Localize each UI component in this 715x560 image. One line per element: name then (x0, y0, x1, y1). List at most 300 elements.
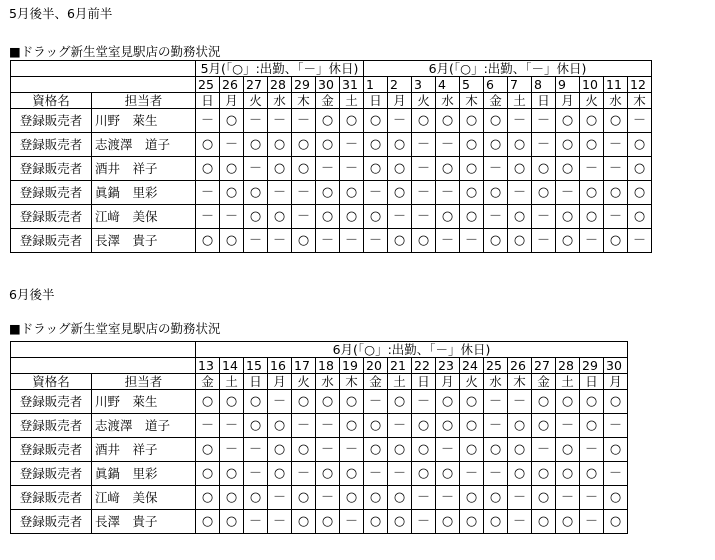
attendance-mark: ○ (556, 205, 580, 229)
attendance-mark: ○ (244, 205, 268, 229)
attendance-mark: － (340, 229, 364, 253)
date-cell: 20 (364, 358, 388, 374)
attendance-mark: ○ (412, 229, 436, 253)
staff-row (11, 390, 628, 414)
attendance-mark: ○ (484, 181, 508, 205)
attendance-mark: － (532, 205, 556, 229)
schedule-table-1 (10, 60, 652, 253)
date-cell: 15 (244, 358, 268, 374)
attendance-mark: － (364, 462, 388, 486)
attendance-mark: － (436, 438, 460, 462)
attendance-mark: － (436, 181, 460, 205)
weekday-cell: 月 (604, 374, 628, 390)
attendance-mark: － (364, 181, 388, 205)
attendance-mark: － (388, 205, 412, 229)
attendance-mark: ○ (292, 229, 316, 253)
attendance-mark: － (340, 510, 364, 534)
attendance-mark: － (244, 438, 268, 462)
attendance-mark: ○ (532, 181, 556, 205)
attendance-mark: ○ (580, 414, 604, 438)
blank-corner-cell (11, 342, 196, 358)
staff-name-cell: 長澤 貴子 (92, 510, 196, 534)
attendance-mark: － (316, 157, 340, 181)
attendance-mark: － (412, 181, 436, 205)
date-cell: 18 (316, 358, 340, 374)
attendance-mark: ○ (292, 510, 316, 534)
weekday-cell: 水 (316, 374, 340, 390)
attendance-mark: ○ (364, 133, 388, 157)
attendance-mark: － (316, 414, 340, 438)
date-row (11, 77, 652, 93)
attendance-mark: － (196, 109, 220, 133)
attendance-mark: － (412, 486, 436, 510)
qualification-header: 資格名 (11, 374, 92, 390)
weekday-cell: 金 (364, 374, 388, 390)
attendance-mark: ○ (532, 414, 556, 438)
weekday-cell: 水 (604, 93, 628, 109)
attendance-mark: ○ (220, 229, 244, 253)
attendance-mark: ○ (484, 510, 508, 534)
attendance-mark: ○ (364, 438, 388, 462)
attendance-mark: ○ (628, 157, 652, 181)
staff-name-cell: 川野 萊生 (92, 109, 196, 133)
attendance-mark: ○ (364, 205, 388, 229)
attendance-mark: ○ (316, 462, 340, 486)
table1-body (11, 61, 652, 253)
attendance-mark: ○ (412, 109, 436, 133)
attendance-mark: ○ (388, 181, 412, 205)
attendance-mark: ○ (340, 486, 364, 510)
date-cell: 26 (508, 358, 532, 374)
attendance-mark: － (412, 205, 436, 229)
month-group-label: 6月(「○」:出勤、「－」休日) (196, 342, 628, 358)
attendance-mark: ○ (628, 205, 652, 229)
attendance-mark: ○ (556, 510, 580, 534)
qualification-cell: 登録販売者 (11, 414, 92, 438)
attendance-mark: ○ (460, 157, 484, 181)
attendance-mark: ○ (508, 205, 532, 229)
staff-row (11, 462, 628, 486)
attendance-mark: ○ (484, 133, 508, 157)
attendance-mark: － (508, 390, 532, 414)
attendance-mark: ○ (340, 414, 364, 438)
attendance-mark: ○ (628, 181, 652, 205)
attendance-mark: ○ (196, 510, 220, 534)
attendance-mark: ○ (604, 510, 628, 534)
attendance-mark: － (340, 438, 364, 462)
attendance-mark: ○ (388, 510, 412, 534)
attendance-mark: ○ (580, 181, 604, 205)
attendance-mark: － (436, 229, 460, 253)
attendance-mark: － (364, 229, 388, 253)
attendance-mark: ○ (316, 109, 340, 133)
staff-name-cell: 志渡澤 道子 (92, 414, 196, 438)
attendance-mark: ○ (508, 229, 532, 253)
attendance-mark: ○ (556, 390, 580, 414)
weekday-cell: 土 (556, 374, 580, 390)
attendance-mark: － (268, 390, 292, 414)
attendance-mark: ○ (364, 414, 388, 438)
attendance-mark: ○ (388, 157, 412, 181)
date-cell: 5 (460, 77, 484, 93)
staff-name-cell: 眞鍋 里彩 (92, 462, 196, 486)
date-cell: 25 (484, 358, 508, 374)
attendance-mark: － (412, 390, 436, 414)
schedule-table-2 (10, 341, 628, 534)
staff-row (11, 510, 628, 534)
date-cell: 3 (412, 77, 436, 93)
attendance-mark: ○ (292, 157, 316, 181)
month-header-row (11, 342, 628, 358)
month-group-label: 5月(「○」:出勤、「－」休日) (196, 61, 364, 77)
staff-name-cell: 長澤 貴子 (92, 229, 196, 253)
attendance-mark: ○ (580, 390, 604, 414)
date-cell: 31 (340, 77, 364, 93)
attendance-mark: ○ (460, 414, 484, 438)
weekday-cell: 月 (436, 374, 460, 390)
date-cell: 11 (604, 77, 628, 93)
attendance-mark: － (628, 109, 652, 133)
attendance-mark: ○ (196, 462, 220, 486)
attendance-mark: ○ (196, 390, 220, 414)
weekday-cell: 木 (292, 93, 316, 109)
date-cell: 9 (556, 77, 580, 93)
qualification-cell: 登録販売者 (11, 133, 92, 157)
attendance-mark: － (292, 181, 316, 205)
attendance-mark: － (220, 133, 244, 157)
date-cell: 19 (340, 358, 364, 374)
attendance-mark: － (388, 462, 412, 486)
attendance-mark: ○ (508, 438, 532, 462)
staff-name-cell: 江﨑 美保 (92, 205, 196, 229)
attendance-mark: － (244, 229, 268, 253)
attendance-mark: － (412, 157, 436, 181)
qualification-cell: 登録販売者 (11, 109, 92, 133)
attendance-mark: ○ (436, 510, 460, 534)
attendance-mark: ○ (196, 229, 220, 253)
attendance-mark: ○ (292, 486, 316, 510)
attendance-mark: ○ (220, 486, 244, 510)
attendance-mark: － (484, 462, 508, 486)
person-header: 担当者 (92, 93, 196, 109)
attendance-mark: ○ (220, 109, 244, 133)
attendance-mark: － (292, 109, 316, 133)
attendance-mark: ○ (340, 390, 364, 414)
weekday-cell: 火 (580, 93, 604, 109)
attendance-mark: ○ (316, 205, 340, 229)
attendance-mark: ○ (460, 181, 484, 205)
attendance-mark: － (196, 414, 220, 438)
attendance-mark: － (364, 390, 388, 414)
attendance-mark: ○ (244, 486, 268, 510)
weekday-cell: 水 (436, 93, 460, 109)
staff-name-cell: 酒井 祥子 (92, 438, 196, 462)
attendance-mark: ○ (460, 133, 484, 157)
attendance-mark: － (604, 414, 628, 438)
attendance-mark: － (412, 133, 436, 157)
attendance-mark: － (604, 157, 628, 181)
attendance-mark: － (580, 157, 604, 181)
attendance-mark: ○ (484, 486, 508, 510)
attendance-mark: ○ (316, 133, 340, 157)
date-cell: 27 (532, 358, 556, 374)
weekday-cell: 日 (196, 93, 220, 109)
attendance-mark: ○ (388, 390, 412, 414)
blank-corner-cell (11, 61, 196, 77)
date-cell: 13 (196, 358, 220, 374)
attendance-mark: － (556, 414, 580, 438)
weekday-cell: 金 (532, 374, 556, 390)
qualification-cell: 登録販売者 (11, 438, 92, 462)
attendance-mark: ○ (220, 510, 244, 534)
attendance-mark: － (244, 510, 268, 534)
date-cell: 4 (436, 77, 460, 93)
attendance-mark: － (412, 510, 436, 534)
attendance-mark: － (244, 462, 268, 486)
attendance-mark: － (484, 414, 508, 438)
attendance-mark: － (388, 109, 412, 133)
attendance-mark: － (580, 486, 604, 510)
weekday-cell: 月 (556, 93, 580, 109)
weekday-cell: 土 (388, 374, 412, 390)
attendance-mark: ○ (556, 438, 580, 462)
date-row (11, 358, 628, 374)
weekday-cell: 火 (412, 93, 436, 109)
qualification-cell: 登録販売者 (11, 390, 92, 414)
attendance-mark: － (556, 486, 580, 510)
qualification-cell: 登録販売者 (11, 510, 92, 534)
qualification-cell: 登録販売者 (11, 462, 92, 486)
attendance-mark: － (580, 438, 604, 462)
attendance-mark: ○ (412, 414, 436, 438)
attendance-mark: ○ (508, 414, 532, 438)
attendance-mark: ○ (268, 205, 292, 229)
weekday-cell: 日 (580, 374, 604, 390)
date-cell: 30 (604, 358, 628, 374)
attendance-mark: ○ (268, 438, 292, 462)
attendance-mark: － (436, 133, 460, 157)
attendance-mark: ○ (484, 109, 508, 133)
weekday-cell: 月 (388, 93, 412, 109)
attendance-mark: ○ (460, 486, 484, 510)
attendance-mark: ○ (532, 157, 556, 181)
staff-row (11, 109, 652, 133)
attendance-mark: ○ (364, 109, 388, 133)
attendance-mark: ○ (268, 157, 292, 181)
attendance-mark: ○ (196, 486, 220, 510)
attendance-mark: ○ (364, 486, 388, 510)
attendance-mark: ○ (436, 390, 460, 414)
attendance-mark: － (388, 414, 412, 438)
weekday-cell: 月 (268, 374, 292, 390)
attendance-mark: ○ (196, 438, 220, 462)
staff-row (11, 414, 628, 438)
attendance-mark: － (580, 510, 604, 534)
date-cell: 28 (556, 358, 580, 374)
attendance-mark: ○ (244, 181, 268, 205)
staff-row (11, 133, 652, 157)
staff-name-cell: 酒井 祥子 (92, 157, 196, 181)
weekday-cell: 水 (268, 93, 292, 109)
staff-row (11, 486, 628, 510)
attendance-mark: － (196, 205, 220, 229)
attendance-mark: ○ (340, 205, 364, 229)
weekday-cell: 金 (316, 93, 340, 109)
attendance-mark: ○ (484, 229, 508, 253)
attendance-mark: ○ (220, 157, 244, 181)
attendance-mark: ○ (484, 438, 508, 462)
weekday-cell: 日 (244, 374, 268, 390)
attendance-mark: ○ (580, 205, 604, 229)
weekday-cell: 火 (460, 374, 484, 390)
attendance-mark: ○ (388, 438, 412, 462)
qualification-cell: 登録販売者 (11, 157, 92, 181)
attendance-mark: － (532, 229, 556, 253)
blank-corner-cell (11, 358, 196, 374)
attendance-mark: ○ (268, 414, 292, 438)
attendance-mark: ○ (244, 133, 268, 157)
attendance-mark: ○ (196, 157, 220, 181)
person-header: 担当者 (92, 374, 196, 390)
attendance-mark: － (604, 205, 628, 229)
attendance-mark: ○ (604, 438, 628, 462)
qualification-cell: 登録販売者 (11, 205, 92, 229)
attendance-mark: ○ (508, 133, 532, 157)
staff-row (11, 157, 652, 181)
attendance-mark: － (316, 438, 340, 462)
staff-row (11, 438, 628, 462)
attendance-mark: ○ (460, 109, 484, 133)
attendance-mark: － (460, 229, 484, 253)
attendance-mark: ○ (580, 109, 604, 133)
attendance-mark: ○ (364, 157, 388, 181)
weekday-cell: 木 (460, 93, 484, 109)
weekday-cell: 月 (220, 93, 244, 109)
attendance-mark: ○ (604, 390, 628, 414)
attendance-mark: － (268, 229, 292, 253)
attendance-mark: － (268, 109, 292, 133)
weekday-cell: 金 (196, 374, 220, 390)
weekday-cell: 土 (220, 374, 244, 390)
weekday-row (11, 93, 652, 109)
attendance-mark: ○ (508, 462, 532, 486)
date-cell: 29 (580, 358, 604, 374)
attendance-mark: ○ (292, 390, 316, 414)
date-cell: 25 (196, 77, 220, 93)
weekday-cell: 火 (292, 374, 316, 390)
attendance-mark: － (244, 157, 268, 181)
staff-row (11, 205, 652, 229)
attendance-mark: － (604, 133, 628, 157)
attendance-mark: － (268, 486, 292, 510)
attendance-mark: ○ (196, 133, 220, 157)
weekday-cell: 日 (532, 93, 556, 109)
weekday-cell: 木 (508, 374, 532, 390)
staff-row (11, 181, 652, 205)
attendance-mark: ○ (532, 462, 556, 486)
attendance-mark: ○ (388, 486, 412, 510)
weekday-row (11, 374, 628, 390)
attendance-mark: ○ (340, 109, 364, 133)
staff-row (11, 229, 652, 253)
attendance-mark: ○ (604, 181, 628, 205)
date-cell: 22 (412, 358, 436, 374)
attendance-mark: ○ (292, 438, 316, 462)
attendance-mark: － (484, 390, 508, 414)
date-cell: 1 (364, 77, 388, 93)
attendance-mark: － (244, 109, 268, 133)
attendance-mark: － (580, 229, 604, 253)
attendance-mark: ○ (532, 390, 556, 414)
attendance-mark: ○ (532, 510, 556, 534)
attendance-mark: ○ (556, 157, 580, 181)
weekday-cell: 日 (412, 374, 436, 390)
attendance-mark: ○ (340, 462, 364, 486)
attendance-mark: ○ (220, 181, 244, 205)
date-cell: 21 (388, 358, 412, 374)
attendance-mark: ○ (388, 133, 412, 157)
weekday-cell: 土 (340, 93, 364, 109)
qualification-header: 資格名 (11, 93, 92, 109)
date-cell: 17 (292, 358, 316, 374)
attendance-mark: ○ (316, 510, 340, 534)
month-header-row (11, 61, 652, 77)
attendance-mark: － (196, 181, 220, 205)
date-cell: 29 (292, 77, 316, 93)
attendance-mark: － (316, 229, 340, 253)
attendance-mark: ○ (460, 205, 484, 229)
attendance-mark: ○ (604, 486, 628, 510)
attendance-mark: ○ (604, 229, 628, 253)
attendance-mark: ○ (460, 438, 484, 462)
attendance-mark: － (340, 133, 364, 157)
weekday-cell: 土 (508, 93, 532, 109)
attendance-mark: － (340, 157, 364, 181)
attendance-mark: － (508, 486, 532, 510)
attendance-mark: － (460, 462, 484, 486)
attendance-mark: ○ (628, 133, 652, 157)
attendance-mark: － (220, 414, 244, 438)
attendance-mark: － (508, 510, 532, 534)
attendance-mark: ○ (436, 157, 460, 181)
staff-name-cell: 江﨑 美保 (92, 486, 196, 510)
attendance-mark: － (292, 462, 316, 486)
blank-corner-cell (11, 77, 196, 93)
attendance-mark: ○ (580, 462, 604, 486)
date-cell: 12 (628, 77, 652, 93)
attendance-mark: － (268, 510, 292, 534)
attendance-mark: ○ (268, 462, 292, 486)
attendance-mark: ○ (412, 462, 436, 486)
attendance-mark: － (532, 109, 556, 133)
attendance-mark: － (268, 181, 292, 205)
attendance-mark: － (292, 414, 316, 438)
attendance-mark: ○ (244, 414, 268, 438)
table1-title: ■ドラッグ新生堂室見駅店の勤務状況 (9, 44, 221, 59)
attendance-mark: ○ (436, 414, 460, 438)
qualification-cell: 登録販売者 (11, 229, 92, 253)
date-cell: 28 (268, 77, 292, 93)
qualification-cell: 登録販売者 (11, 181, 92, 205)
staff-name-cell: 川野 萊生 (92, 390, 196, 414)
date-cell: 8 (532, 77, 556, 93)
attendance-mark: ○ (268, 133, 292, 157)
attendance-mark: ○ (604, 109, 628, 133)
date-cell: 10 (580, 77, 604, 93)
table2-body (11, 342, 628, 534)
attendance-mark: － (508, 109, 532, 133)
attendance-mark: － (292, 205, 316, 229)
